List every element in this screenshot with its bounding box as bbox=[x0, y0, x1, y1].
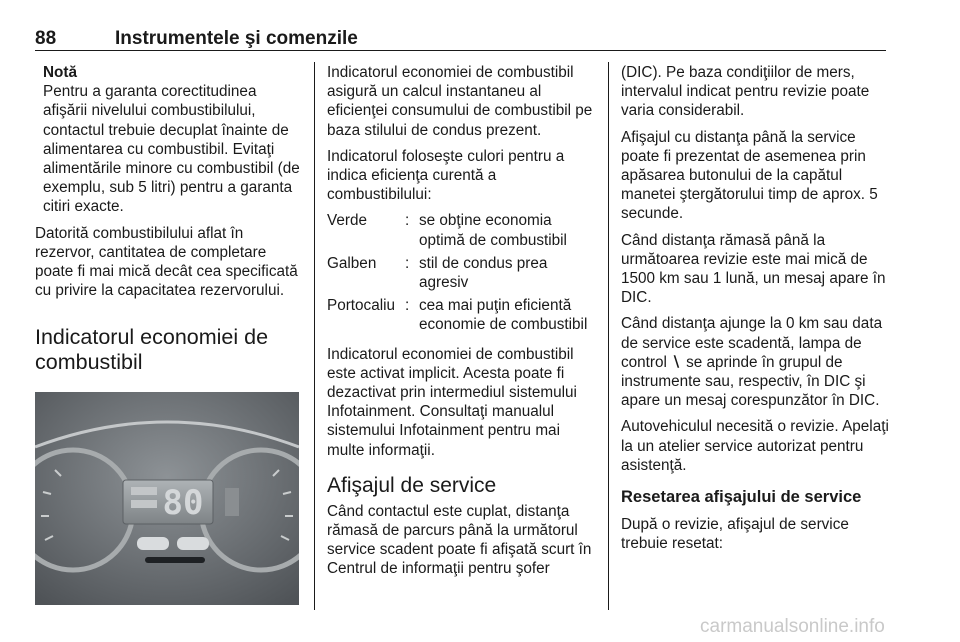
column-3 bbox=[621, 63, 889, 560]
note-box bbox=[35, 63, 303, 217]
instrument-cluster-photo bbox=[35, 392, 299, 605]
color-term: Portocaliu bbox=[327, 297, 396, 315]
fuel-economy-colors-intro: Indicatorul foloseşte culori pentru a indica eficienţa curentă a combustibilului: bbox=[327, 147, 565, 204]
service-interval-note: (DIC). Pe baza condiţiilor de mers, intervalul indicat pentru revizie poate varia considerabil. bbox=[621, 64, 870, 120]
color-term: Galben bbox=[327, 254, 377, 272]
fuel-capacity-paragraph: Datorită combustibilului aflat în rezervor, cantitatea de completare poate fi mai mică decât cea specificată cu privire la capacitatea rezervorului. bbox=[35, 224, 298, 300]
section-heading-fuel-economy: Indicatorul economiei de combustibil bbox=[35, 325, 269, 375]
section-heading-service-display: Afişajul de service bbox=[327, 473, 497, 497]
color-row bbox=[327, 254, 595, 292]
column-divider-2 bbox=[608, 62, 609, 610]
wrench-icon: ∖ bbox=[671, 353, 682, 371]
color-row bbox=[327, 296, 595, 334]
color-definition: se obţine economia optimă de combustibil bbox=[419, 212, 567, 249]
color-row bbox=[327, 211, 595, 249]
fuel-economy-intro: Indicatorul economiei de combustibil asigură un calcul instantaneu al eficienţei consumului de combustibil pe baza stilului de condus prezent. bbox=[327, 64, 593, 139]
reset-service-intro: După o revizie, afişajul de service trebuie resetat: bbox=[621, 516, 849, 553]
service-display-intro: Când contactul este cuplat, distanţa rămasă de parcurs până la următorul service scadent poate fi afişată scurt în Centrul de informaţii pentru şofer bbox=[327, 502, 592, 578]
fuel-economy-activation: Indicatorul economiei de combustibil este activat implicit. Acesta poate fi dezactivat prin intermediul sistemului Infotainment. Consultaţi manualul sistemului Infotainment pentru mai multe informaţii. bbox=[327, 345, 577, 459]
service-lamp-text-end: se aprinde în grupul de instrumente sau, respectiv, în DIC şi apare un mesaj corespunzător în DIC. bbox=[621, 353, 880, 410]
service-required-info: Autovehiculul necesită o revizie. Apelaţi la un atelier service autorizat pentru asistenţă. bbox=[621, 418, 889, 474]
service-lamp-info bbox=[621, 314, 889, 410]
page-number: 88 bbox=[35, 28, 57, 49]
color-separator: : bbox=[405, 297, 410, 315]
service-lamp-text-start: Când distanţa ajunge la 0 km sau data de service este scadentă, lampa de control bbox=[621, 315, 883, 371]
column-1 bbox=[35, 63, 303, 605]
running-title: Instrumentele şi comenzile bbox=[115, 28, 358, 49]
header-rule bbox=[35, 50, 886, 51]
color-separator: : bbox=[405, 212, 410, 230]
section-heading-reset-service: Resetarea afişajului de service bbox=[621, 488, 862, 507]
cluster-digits: 80 bbox=[162, 483, 204, 524]
column-divider-1 bbox=[314, 62, 315, 610]
watermark: carmanualsonline.info bbox=[700, 616, 885, 637]
column-2 bbox=[327, 63, 595, 586]
color-term: Verde bbox=[327, 212, 367, 230]
color-definition: cea mai puţin eficientă economie de combustibil bbox=[419, 297, 588, 334]
color-separator: : bbox=[405, 254, 410, 272]
service-message-info: Când distanţa rămasă până la următoarea revizie este mai mică de 1500 km sau 1 lună, un mesaj apare în DIC. bbox=[621, 231, 886, 307]
note-body: Pentru a garanta corectitudinea afişării nivelului combustibilului, contactul trebuie decuplat înainte de alimentarea cu combustibil. Evitaţi alimentările minore cu combustibil (de exemplu, sub 5 litri) pentru a garanta citiri exacte. bbox=[43, 83, 300, 216]
color-definition: stil de condus prea agresiv bbox=[419, 254, 548, 292]
page-header bbox=[35, 28, 886, 50]
note-title: Notă bbox=[43, 64, 77, 81]
color-definition-table bbox=[327, 211, 595, 334]
service-button-info: Afişajul cu distanţa până la service poate fi prezentat de asemenea prin apăsarea butonului de la capătul manetei ştergătorului timp de aprox. 5 secunde. bbox=[621, 128, 878, 223]
